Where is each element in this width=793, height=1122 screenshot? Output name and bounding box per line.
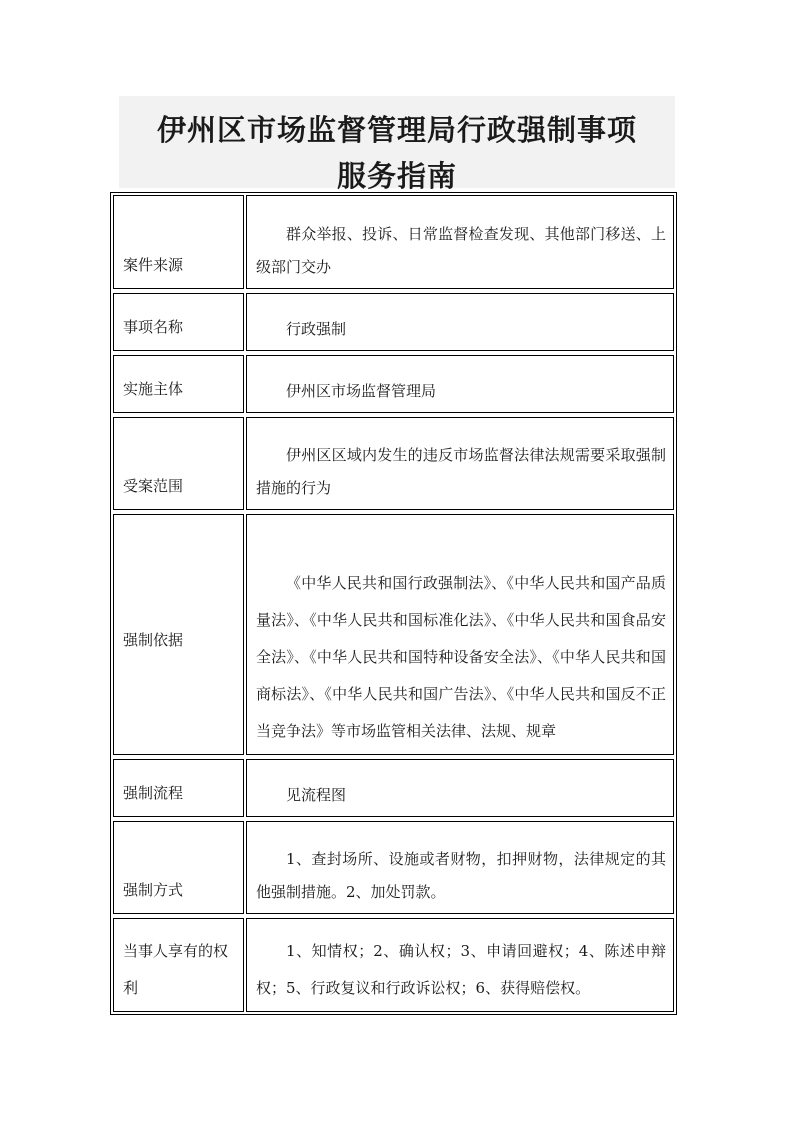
table-row-party-rights — [111, 916, 676, 1014]
row-label: 受案范围 — [123, 477, 184, 495]
row-value: 行政强制 — [286, 320, 347, 338]
row-value: 伊州区市场监督管理局 — [286, 382, 437, 400]
row-value: 伊州区区域内发生的违反市场监督法律法规需要采取强制措施的行为 — [256, 446, 666, 497]
table-row-legal-basis — [111, 512, 676, 757]
row-value: 群众举报、投诉、日常监督检查发现、其他部门移送、上级部门交办 — [256, 225, 666, 276]
value-cell — [246, 195, 674, 289]
row-label: 强制流程 — [123, 784, 184, 802]
value-cell — [246, 293, 674, 351]
table-row-implementing-body — [111, 353, 676, 415]
row-value: 1、知情权；2、确认权；3、申请回避权；4、陈述申辩权；5、行政复议和行政诉讼权；6、获得赔偿权。 — [256, 942, 666, 997]
page-subtitle: 服务指南 — [336, 159, 457, 193]
value-cell — [246, 417, 674, 510]
label-cell — [113, 514, 244, 755]
row-label: 强制方式 — [123, 881, 184, 899]
table-row-item-name — [111, 291, 676, 353]
row-label: 案件来源 — [123, 256, 184, 274]
table-row-case-source — [111, 193, 676, 291]
label-cell — [113, 821, 244, 914]
page-title: 伊州区市场监督管理局行政强制事项 — [156, 113, 637, 147]
label-cell — [113, 195, 244, 289]
row-label: 实施主体 — [123, 380, 184, 398]
row-label: 当事人享有的权利 — [123, 942, 229, 997]
row-label: 强制依据 — [123, 631, 184, 649]
label-cell — [113, 759, 244, 817]
row-label: 事项名称 — [123, 318, 184, 336]
table-row-enforcement-methods — [111, 819, 676, 916]
value-cell — [246, 759, 674, 817]
title-block — [119, 96, 675, 193]
value-cell — [246, 355, 674, 413]
label-cell — [113, 417, 244, 510]
service-guide-table — [110, 192, 677, 1015]
row-value: 《中华人民共和国行政强制法》、《中华人民共和国产品质量法》、《中华人民共和国标准化法》、《中华人民共和国食品安全法》、《中华人民共和国特种设备安全法》、《中华人民共和国商标法》、《中华人民共和国广告法》、《中华人民共和国反不正当竞争法》等市场监管相关法律、法规、规章 — [256, 574, 666, 740]
row-value: 见流程图 — [286, 786, 347, 804]
value-cell — [246, 918, 674, 1012]
label-cell — [113, 293, 244, 351]
label-cell — [113, 918, 244, 1012]
table-row-case-scope — [111, 415, 676, 512]
value-cell — [246, 821, 674, 914]
label-cell — [113, 355, 244, 413]
row-value: 1、查封场所、设施或者财物，扣押财物，法律规定的其他强制措施。2、加处罚款。 — [256, 850, 666, 901]
value-cell — [246, 514, 674, 755]
table-row-enforcement-process — [111, 757, 676, 819]
